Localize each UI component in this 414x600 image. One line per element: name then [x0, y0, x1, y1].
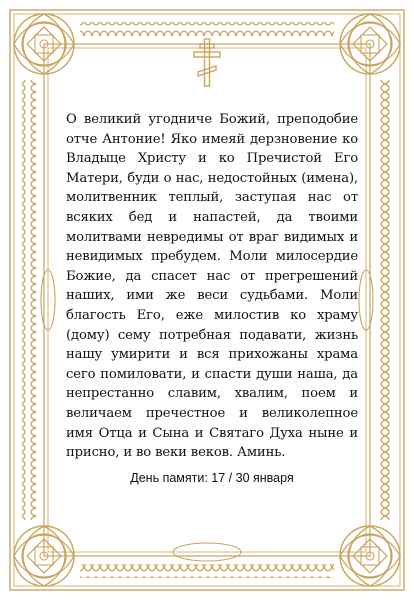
left-braid-band: [22, 80, 36, 520]
memory-day-label: День памяти: 17 / 30 января: [130, 470, 294, 485]
prayer-text: О великий угодниче Божий, преподобие отче Антоние! Яко имеяй дерзновение ко Владыце Христу и ко Пречистой Его Матери, буди о нас, недостойных (имена), молитвенник теплый, заступая нас от всяких бед и напастей, да твоими молитвами невредимы от враг видимых и невидимых пребудем. Моли милосердие Божие, да спасет нас от прегрешений наших, ими же веси судьбами. Моли благость Его, еже милостив ко храму (дому) сему потребная подавати, жизнь нашу умирити и вся прихожаны храма сего помиловати, и спасти души наша, да непрестанно славим, хвалим, поем и величаем пречестное и великолепное имя Отца и Сына и Святаго Духа ныне и присно, и во веки веков. Аминь.: [66, 112, 358, 461]
orthodox-cross-icon: [192, 38, 222, 88]
right-braid-band: [378, 80, 392, 520]
bottom-braid-band: [80, 564, 334, 578]
prayer-text-block: [66, 110, 358, 485]
top-braid-band: [80, 22, 334, 36]
